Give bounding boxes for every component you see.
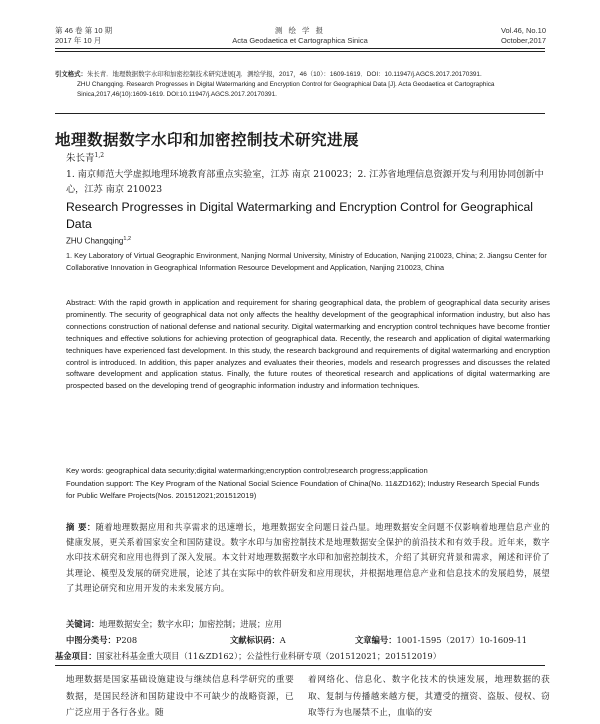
keywords-en [66, 465, 550, 477]
affiliation-cn: 1. 南京师范大学虚拟地理环境教育部重点实验室，江苏 南京 210023；2. 江苏省地理信息资源开发与利用协同创新中心，江苏 南京 210023 [66, 169, 544, 195]
keywords-en-label: Key words: [66, 466, 104, 475]
author-en [66, 236, 131, 246]
abstract-cn-text: 随着地理数据应用和共享需求的迅速增长，地理数据安全问题日益凸显。地理数据安全问题不仅影响着地理信息产业的健康发展，更关系着国家安全和国防建设。数字水印与加密控制技术是地理数据安全保护的前沿技术和有效手段。近年来，数字水印技术研究和应用也得到了深入发展。本文针对地理数据数字水印和加密控制技术，介绍了其研究背景和需求，阐述和评价了其理论、模型及发展的研究进展，论述了其在实际中的软件研发和应用现状，并根据地理信息产业和信息技术的发展趋势，展望了其理论研究和应用开发的未来发展方向。 [66, 522, 550, 593]
author-en-sup: 1,2 [123, 236, 132, 242]
keywords-en-text: geographical data security;digital watermarking;encryption control;research progress;application [105, 466, 428, 475]
abstract-cn-label: 摘 要： [66, 522, 96, 532]
clc-label: 中图分类号： [66, 635, 116, 645]
keywords-cn-text: 地理数据安全；数字水印；加密控制；进展；应用 [99, 619, 282, 629]
journal-name [190, 26, 410, 46]
journal-issue [55, 26, 112, 46]
author-cn-sup: 1,2 [94, 151, 105, 159]
article-number [355, 634, 527, 646]
abstract-cn [66, 520, 550, 596]
keywords-cn-label: 关键词： [66, 619, 100, 629]
header-rule [55, 48, 545, 49]
abstract-rule [55, 665, 545, 666]
author-en-name: ZHU Changqing [66, 236, 124, 246]
document-code [230, 634, 286, 646]
foundation-en-label: Foundation support: [66, 479, 134, 488]
volume-number: Vol.46, No.10 [500, 26, 546, 35]
page-title-en: Research Progresses in Digital Watermarking and Encryption Control for Geographical Data [66, 200, 533, 231]
citation-rule [55, 113, 545, 114]
volume-date: October,2017 [500, 36, 546, 45]
abstract-en-label: Abstract: [66, 298, 96, 307]
body-column-left: 地理数据是国家基础设施建设与继续信息科学研究的重要数据，是国民经济和国防建设中不可缺少的战略资源，已广泛应用于各行各业。随 [66, 675, 294, 718]
citation-en: ZHU Changqing. Research Progresses in Digital Watermarking and Encryption Control for Geographical Data [J]. Acta Geodaetica et Cartographica Sinica,2017,46(10):1609-1619. DOI:10.11947/j.AGCS.2017.20170391. [77, 81, 495, 98]
clc-value: P208 [115, 635, 138, 645]
journal-volume [440, 26, 546, 46]
abstract-en [66, 297, 550, 392]
citation-label: 引文格式： [55, 71, 87, 78]
journal-name-en: Acta Geodaetica et Cartographica Sinica [232, 36, 368, 45]
clc-number [66, 634, 137, 646]
foundation-cn-label: 基金项目： [55, 651, 97, 661]
article-number-label: 文章编号： [355, 635, 397, 645]
foundation-cn [55, 650, 550, 662]
author-cn-name: 朱长青 [66, 153, 95, 164]
foundation-en-text: The Key Program of the National Social Science Foundation of China(No. 11&ZD162); Industry Research Special Funds for Public Welfare Projects(Nos. 201512021;201512019) [66, 479, 540, 500]
body-column-right: 着网络化、信息化、数字化技术的快速发展，地理数据的获取、复制与传播越来越方便，其遭受的擅资、盗版、侵权、窃取等行为也屡禁不止，血临的安 [308, 675, 550, 718]
journal-name-cn: 测 绘 学 报 [274, 26, 326, 35]
foundation-cn-text: 国家社科基金重大项目（11&ZD162）；公益性行业科研专项（201512021；201512019） [96, 651, 441, 661]
header-rule-thin [55, 51, 545, 52]
foundation-en [66, 478, 550, 502]
article-number-value: 1001-1595（2017）10-1609-11 [396, 635, 528, 645]
document-code-label: 文献标识码： [230, 635, 280, 645]
affiliation-en: 1. Key Laboratory of Virtual Geographic Environment, Nanjing Normal University, Ministry of Education, Nanjing 210023, China; 2. Jiangsu Center for Collaborative Innovation in Geographical Information Resource Development and Application, Nanjing 210023, China [66, 251, 547, 272]
abstract-en-text: With the rapid growth in application and requirement for sharing geographical data, the problem of geographical data security arises prominently. The security of geographical data not only affects the healthy development of the geographical information industry, but also has connections construction of national defense and national security. Digital watermarking and encryption control techniques have become frontier techniques and effective solutions for achieving protection of geographical data. Recently, the research and application of digital watermarking techniques have experienced fast development. In this study, the research background and requirements of digital watermarking and encryption control is introduced. In addition, this paper analyzes and evaluates their theories, models and research progresses and discusses the related software development and application status. Finally, the future routes of theoretical research and applications of digital watermarking are prospected based on the developing trend of geographic information industry and information techniques. [66, 298, 550, 391]
citation-block [55, 70, 547, 100]
citation-cn: 朱长青．地理数据数字水印和加密控制技术研究进展[J]．测绘学报，2017，46（10）：1609-1619．DOI：10.11947/j.AGCS.2017.20170391. [86, 71, 482, 78]
keywords-cn [66, 618, 550, 630]
page-title-cn: 地理数据数字水印和加密控制技术研究进展 [55, 131, 360, 149]
document-code-value: A [279, 635, 286, 645]
issue-volume: 第 46 卷 第 10 期 [55, 26, 113, 35]
author-cn [66, 150, 104, 164]
issue-date: 2017 年 10 月 [55, 36, 102, 45]
